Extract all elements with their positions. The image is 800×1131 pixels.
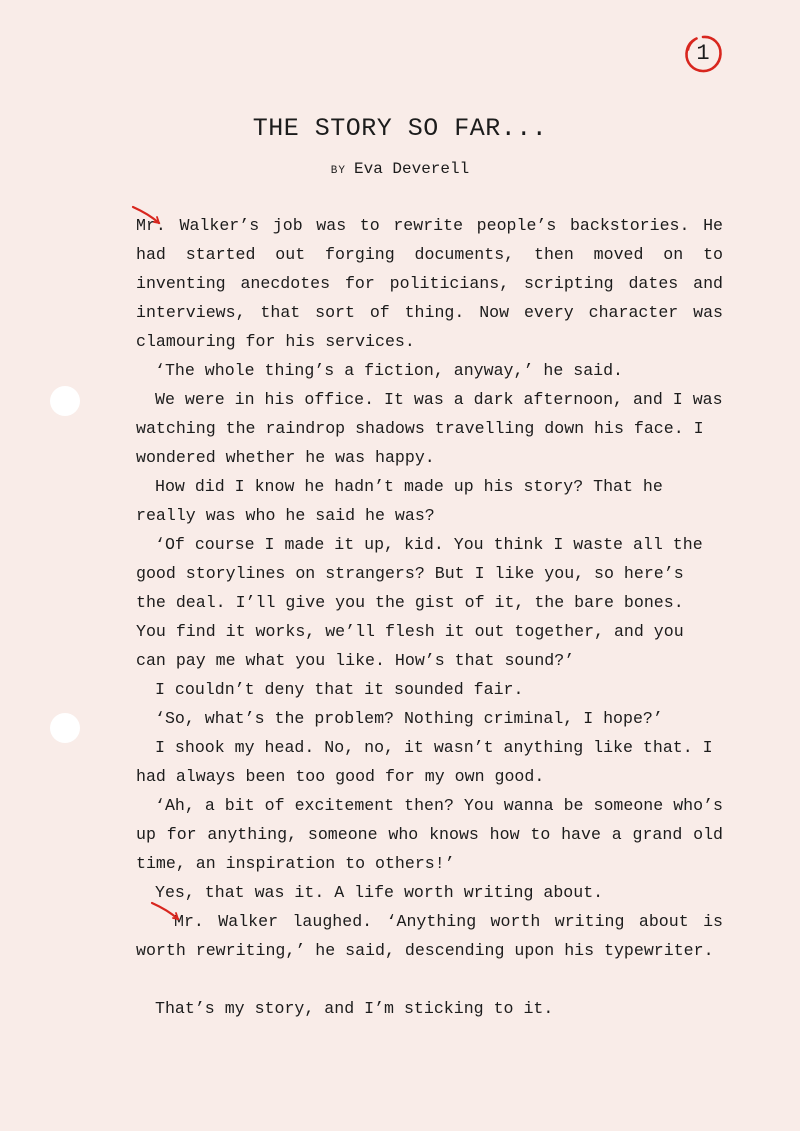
closing-line: That’s my story, and I’m sticking to it. (155, 999, 554, 1018)
story-paragraph: How did I know he hadn’t made up his story? That he really was who he said he was? (136, 477, 663, 525)
story-paragraph: I couldn’t deny that it sounded fair. (155, 680, 524, 699)
edited-word: Mr. (155, 907, 204, 936)
binder-hole (50, 713, 80, 743)
story-paragraph: We were in his office. It was a dark afternoon, and I was watching the raindrop shadows travelling down his face. I wondered whether he was happy. (136, 390, 723, 467)
author-name: Eva Deverell (353, 160, 470, 178)
story-paragraph: ‘So, what’s the problem? Nothing criminal, I hope?’ (155, 709, 663, 728)
story-paragraph: ‘Of course I made it up, kid. You think I waste all the good storylines on strangers? But I like you, so here’s the deal. I’ll give you the gist of it, the bare bones. You find it works, we’ll flesh it out together, and you can pay me what you like. How’s that sound?’ (136, 535, 703, 670)
edited-word: Mr. (136, 211, 166, 240)
page-number (682, 33, 724, 75)
story-paragraph: I shook my head. No, no, it wasn’t anything like that. I had always been too good for my own good. (136, 738, 713, 786)
byline-prefix: BY (330, 165, 346, 177)
story-body (136, 211, 723, 1023)
story-title: THE STORY SO FAR... (252, 114, 548, 143)
story-paragraph: ‘The whole thing’s a fiction, anyway,’ he said. (155, 361, 624, 380)
story-paragraph: Yes, that was it. A life worth writing about. (155, 883, 604, 902)
story-paragraph: Mr. Walker’s job was to rewrite people’s backstories. He had started out forging documents, then moved on to inventing anecdotes for politicians, scripting dates and interviews, that sort of thing. Now every character was clamouring for his services. (136, 211, 723, 356)
binder-hole (50, 386, 80, 416)
byline (0, 160, 800, 178)
story-paragraph: Mr. Walker laughed. ‘Anything worth writing about is worth rewriting,’ he said, descending upon his typewriter. (136, 907, 723, 965)
story-paragraph: ‘Ah, a bit of excitement then? You wanna be someone who’s up for anything, someone who knows how to have a grand old time, an inspiration to others!’ (136, 796, 723, 873)
page-number-text: 1 (696, 41, 710, 66)
